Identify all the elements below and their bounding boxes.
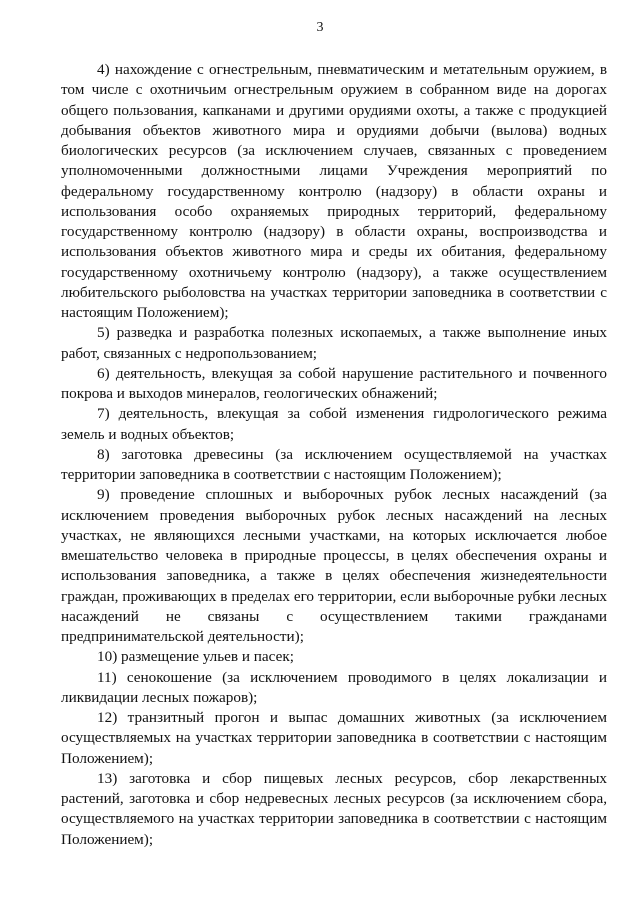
paragraph-item-7: 7) деятельность, влекущая за собой изменения гидрологического режима земель и водных объектов; xyxy=(61,405,607,443)
paragraph-item-13: 13) заготовка и сбор пищевых лесных ресурсов, сбор лекарственных растений, заготовка и сбор недревесных лесных ресурсов (за исключением сбора, осуществляемого на участках территории заповедника в соответствии с настоящим Положением); xyxy=(61,769,607,848)
paragraph-item-10: 10) размещение ульев и пасек; xyxy=(97,648,294,666)
paragraph-item-11: 11) сенокошение (за исключением проводимого в целях локализации и ликвидации лесных пожаров); xyxy=(61,668,607,706)
paragraph-item-8: 8) заготовка древесины (за исключением осуществляемой на участках территории заповедника в соответствии с настоящим Положением); xyxy=(61,445,607,483)
document-body xyxy=(61,60,607,850)
paragraph-item-5: 5) разведка и разработка полезных ископаемых, а также выполнение иных работ, связанных с недропользованием; xyxy=(61,324,607,362)
paragraph-item-12: 12) транзитный прогон и выпас домашних животных (за исключением осуществляемых на участках территории заповедника в соответствии с настоящим Положением); xyxy=(61,709,607,767)
page-number: 3 xyxy=(316,20,324,35)
paragraph-item-4: 4) нахождение с огнестрельным, пневматическим и метательным оружием, в том числе с охотничьим огнестрельным оружием в собранном виде на дорогах общего пользования, капканами и другими орудиями охоты, а также с продукцией добывания объектов животного мира и орудиями добычи (вылова) водных биологических ресурсов (за исключением случаев, связанных с проведением уполномоченными должностными лицами Учреждения мероприятий по федеральному государственному контролю (надзору) в области охраны и использования особо охраняемых природных территорий, федеральному государственному контролю (надзору) в области охраны, воспроизводства и использования объектов животного мира и среды их обитания, федеральному государственному охотничьему контролю (надзору), а также осуществлением любительского рыболовства на участках территории заповедника в соответствии с настоящим Положением); xyxy=(61,61,607,321)
paragraph-item-6: 6) деятельность, влекущая за собой нарушение растительного и почвенного покрова и выходов минералов, геологических обнажений; xyxy=(61,364,607,402)
paragraph-item-9: 9) проведение сплошных и выборочных рубок лесных насаждений (за исключением проведения выборочных рубок лесных насаждений на лесных участках, не являющихся лесными участками, на которых исключается любое вмешательство человека в природные процессы, в целях обеспечения охраны и использования заповедника, а также в целях обеспечения жизнедеятельности граждан, проживающих в пределах его территории, если выборочные рубки лесных насаждений не связаны с осуществлением такими гражданами предпринимательской деятельности); xyxy=(61,486,607,645)
